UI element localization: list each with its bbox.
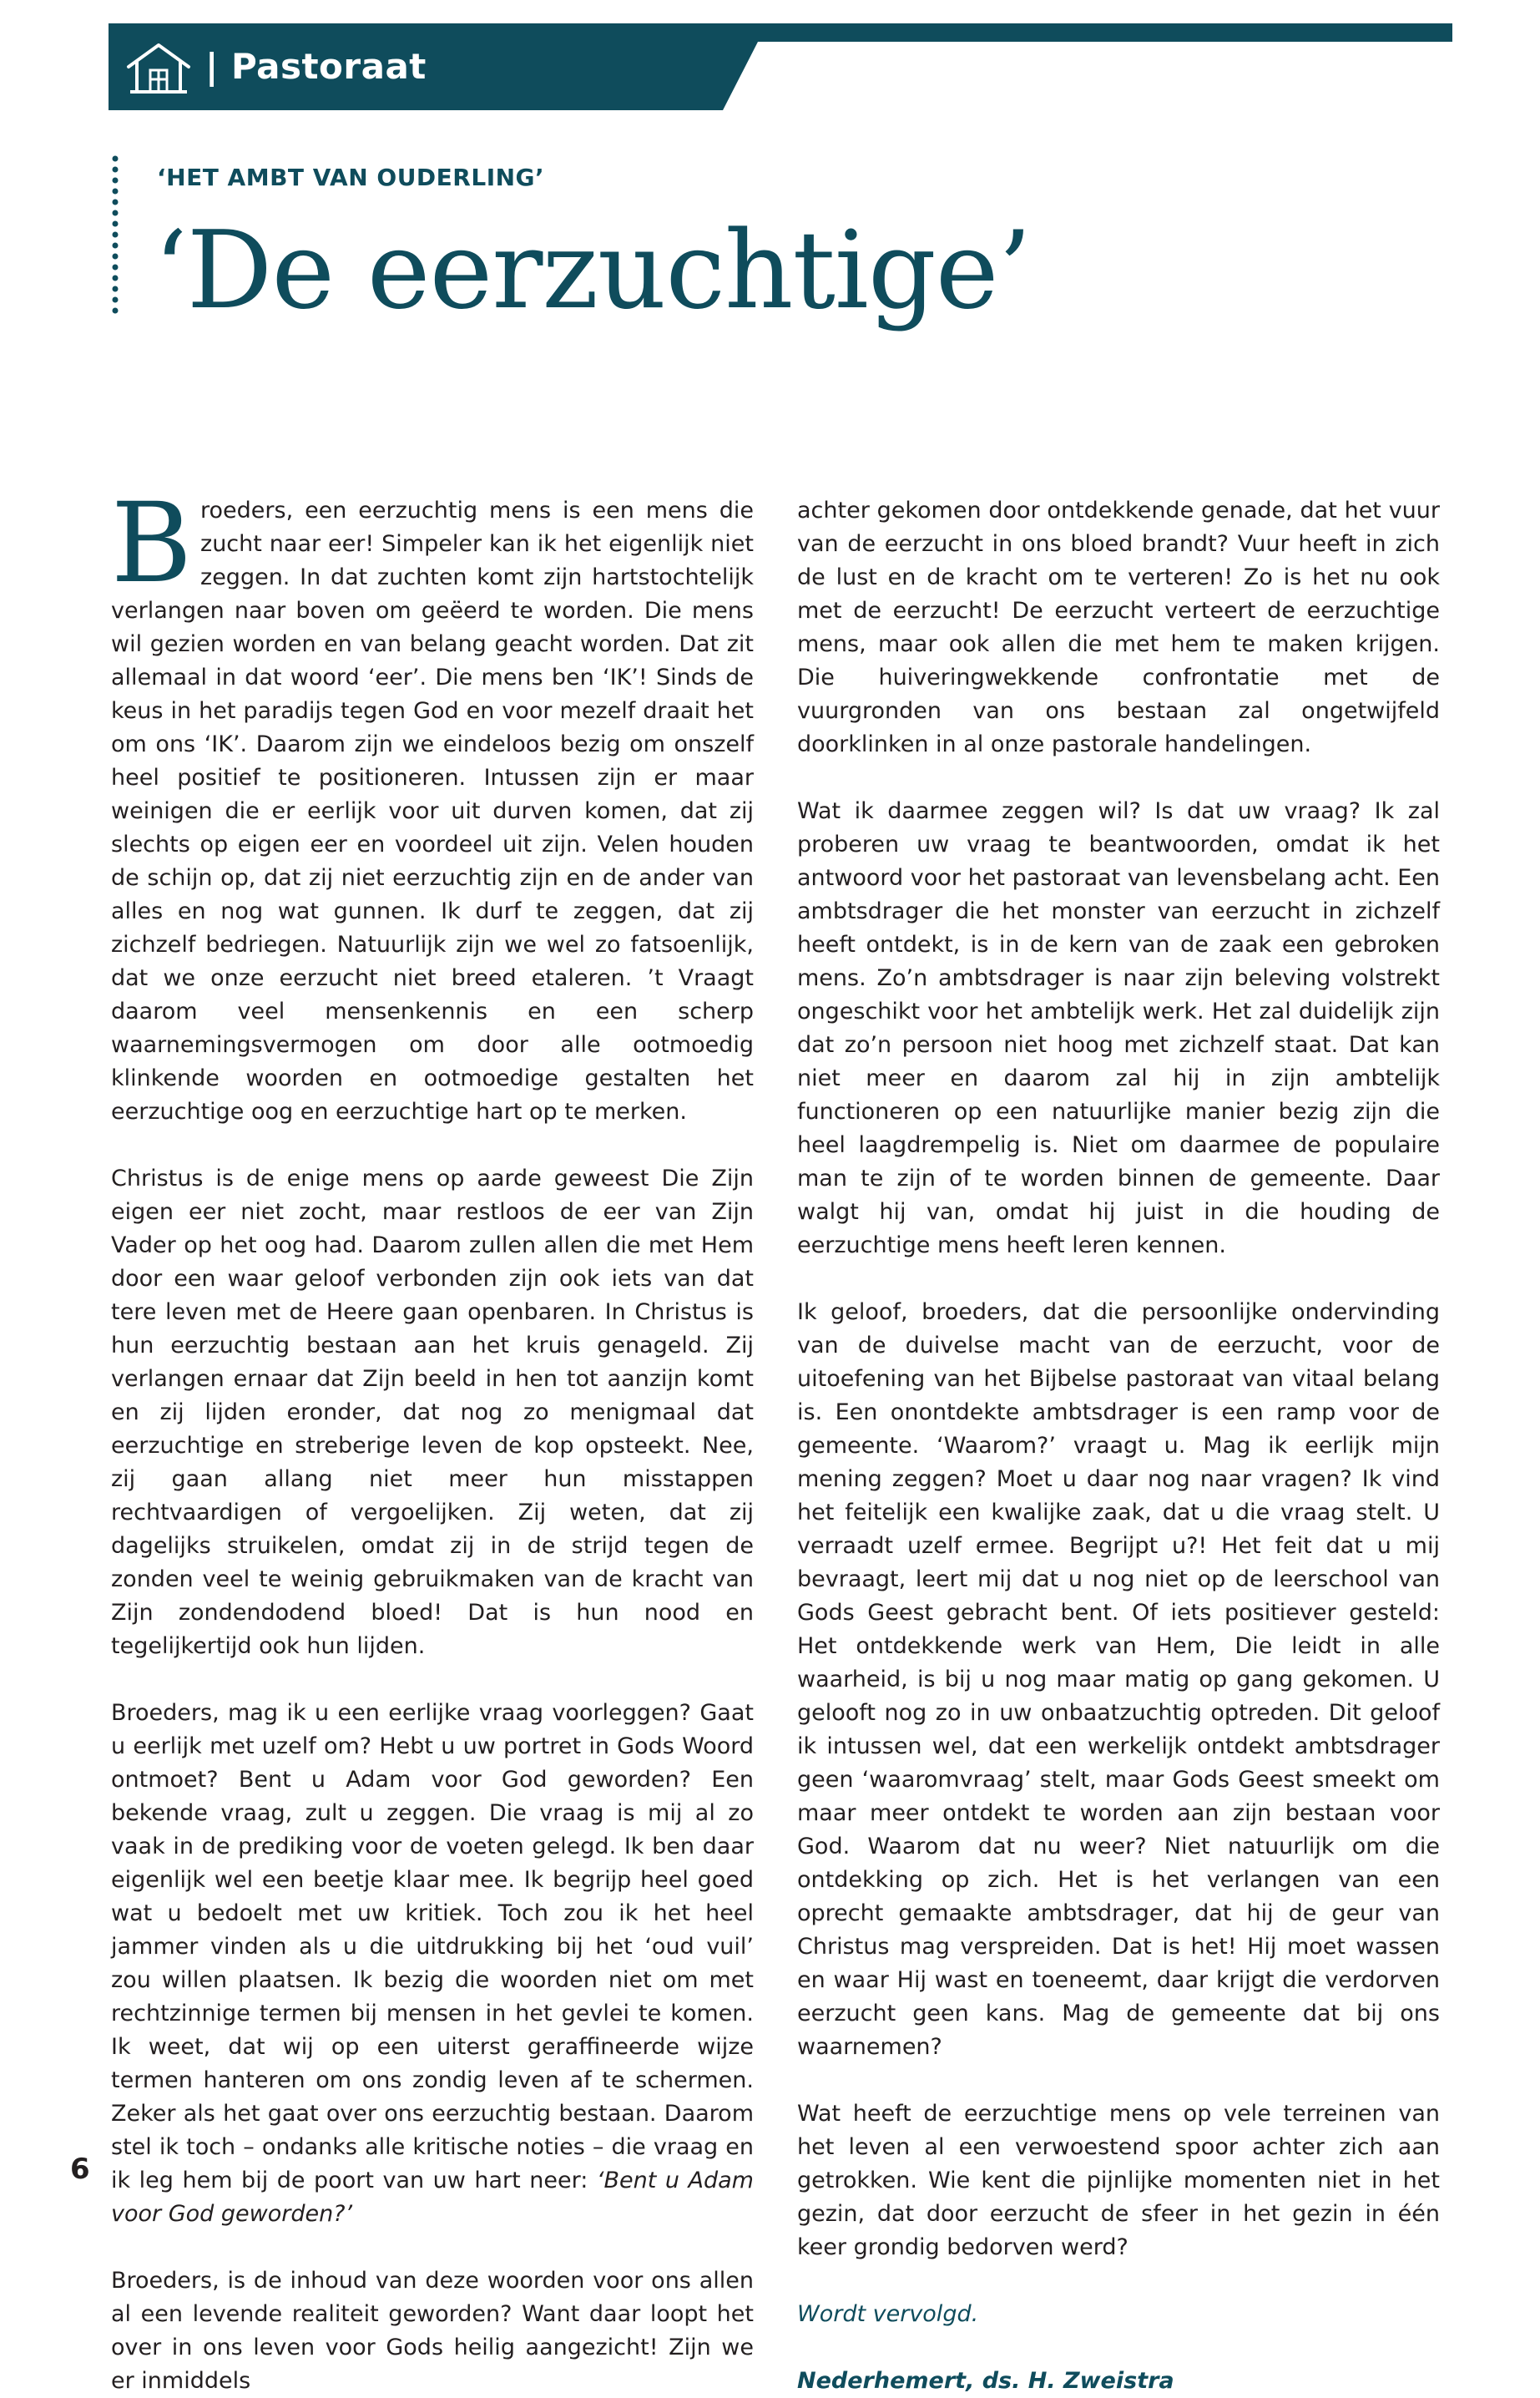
paragraph: achter gekomen door ontdekkende genade, dat het vuur van de eerzucht in ons bloed brandt? Vuur heeft in zich de lust en de kracht om te verteren! Zo is het nu ook met de eerzucht! De eerzucht verteert de eerzuchtige mens, maar ook allen die met hem te maken krijgen. Die huiveringwekkende confrontatie met de vuurgronden van ons bestaan zal ongetwijfeld doorklinken in al onze pastorale handelingen.: [797, 498, 1440, 757]
section-title: | Pastoraat: [205, 46, 427, 87]
drop-cap: B: [111, 479, 193, 608]
paragraph-text: Broeders, mag ik u een eerlijke vraag voorleggen? Gaat u eerlijk met uzelf om? Hebt u uw portret in Gods Woord ontmoet? Bent u Adam voor God geworden? Een bekende vraag, zult u zeggen. Die vraag is mij al zo vaak in de prediking voor de voeten gelegd. Ik ben daar eigenlijk wel een beetje klaar mee. Ik begrijp heel goed wat u bedoelt met uw kritiek. Toch zou ik het heel jammer vinden als u die uitdrukking bij het ‘oud vuil’ zou willen plaatsen. Ik bezig die woorden niet om met rechtzinnige termen bij mensen in het gevlei te komen. Ik weet, dat wij op een uiterst geraffineerde wijze termen hanteren om ons zondig leven af te schermen. Zeker als het gaat over ons eerzuchtig bestaan. Daarom stel ik toch – ondanks alle kritische noties – die vraag en ik leg hem bij de poort van uw hart neer:: [111, 1700, 754, 2193]
quote-emphasis: ‘Bent u Adam voor God geworden?’: [111, 2168, 754, 2227]
paragraph: Broeders, is de inhoud van deze woorden voor ons allen al een levende realiteit geworden? Want daar loopt het over in ons leven voor Gods heilig aangezicht! Zijn we er inmiddels: [111, 2268, 754, 2394]
paragraph-text: roeders, een eerzuchtig mens is een mens die zucht naar eer! Simpeler kan ik het eigenlijk niet zeggen. In dat zuchten komt zijn hartstochtelijk verlangen naar boven om geëerd te worden. Die mens wil gezien worden en van belang geacht worden. Dat zit allemaal in dat woord ‘eer’. Die mens ben ‘IK’! Sinds de keus in het paradijs tegen God en voor mezelf draait het om ons ‘IK’. Daarom zijn we eindeloos bezig om onszelf heel positief te positioneren. Intussen zijn er maar weinigen die er eerlijk voor uit durven komen, dat zij slechts op eigen eer en voordeel uit zijn. Velen houden de schijn op, dat zij niet eerzuchtig zijn en de ander van alles en nog wat gunnen. Ik durf te zeggen, dat zij zichzelf bedriegen. Natuurlijk zijn we wel zo fatsoenlijk, dat we onze eerzucht niet breed etaleren. ’t Vraagt daarom veel mensenkennis en een scherp waarnemingsvermogen om door alle ootmoedig klinkende woorden en ootmoedige gestalten het eerzuchtige oog en eerzuchtige hart op te merken.: [111, 498, 754, 1125]
paragraph: Wat heeft de eerzuchtige mens op vele terreinen van het leven al een verwoestend spoor achter zich aan getrokken. Wie kent die pijnlijke momenten niet in het gezin, dat door eerzucht de sfeer in het gezin in één keer grondig bedorven werd?: [797, 2101, 1440, 2260]
continued-note: Wordt vervolgd.: [797, 2301, 979, 2327]
article-column-right: [797, 494, 1440, 2398]
paragraph: Ik geloof, broeders, dat die persoonlijke ondervinding van de duivelse macht van de eerzucht, voor de uitoefening van het Bijbelse pastoraat van vitaal belang is. Een onontdekte ambtsdrager is een ramp voor de gemeente. ‘Waarom?’ vraagt u. Mag ik eerlijk mijn mening zeggen? Moet u daar nog naar vragen? Ik vind het feitelijk een kwalijke zaak, dat u die vraag stelt. U verraadt uzelf ermee. Begrijpt u?! Het feit dat u mij bevraagt, leert mij dat u nog niet op de leerschool van Gods Geest gebracht bent. Of iets positiever gesteld: Het ontdekkende werk van Hem, Die leidt in alle waarheid, is bij u nog maar matig op gang gekomen. U gelooft nog zo in uw onbaatzuchtig optreden. Dit geloof ik intussen wel, dat een werkelijk ontdekt ambtsdrager geen ‘waaromvraag’ stelt, maar Gods Geest smeekt om maar meer ontdekt te worden aan zijn bestaan voor God. Waarom dat nu weer? Niet natuurlijk om die ontdekking op zich. Het is het verlangen van een oprecht gemaakte ambtsdrager, dat hij de geur van Christus mag verspreiden. Dat is het! Hij moet wassen en waar Hij wast en toeneemt, daar krijgt die verdorven eerzucht geen kans. Mag de gemeente dat bij ons waarnemen?: [797, 1299, 1440, 2060]
author-signature: Nederhemert, ds. H. Zweistra: [797, 2368, 1174, 2394]
paragraph: [111, 1697, 754, 2231]
article-kicker: ‘HET AMBT VAN OUDERLING’: [157, 164, 545, 191]
paragraph: Wat ik daarmee zeggen wil? Is dat uw vraag? Ik zal proberen uw vraag te beantwoorden, omdat ik het antwoord voor het pastoraat van levensbelang acht. Een ambtsdrager die het monster van eerzucht in zichzelf heeft ontdekt, is in de kern van de zaak een gebroken mens. Zo’n ambtsdrager is naar zijn beleving volstrekt ongeschikt voor het ambtelijk werk. Het zal duidelijk zijn dat zo’n persoon niet hoog met zichzelf staat. Dat kan niet meer en daarom zal hij in zijn ambtelijk functioneren op een natuurlijke manier bezig zijn die heel laagdrempelig is. Niet om daarmee de populaire man te zijn of te worden binnen de gemeente. Daar walgt hij van, omdat hij juist in die houding de eerzuchtige mens heeft leren kennen.: [797, 798, 1440, 1258]
dotted-vertical-rule: [109, 155, 121, 322]
paragraph: [111, 479, 754, 1129]
page-number: 6: [70, 2153, 90, 2186]
article-headline: ‘De eerzuchtige’: [154, 209, 1032, 333]
church-house-icon: [125, 40, 192, 97]
article-column-left: [111, 479, 754, 2398]
paragraph: Christus is de enige mens op aarde geweest Die Zijn eigen eer niet zocht, maar restloos de eer van Zijn Vader op het oog had. Daarom zullen allen die met Hem door een waar geloof verbonden zijn ook iets van dat tere leven met de Heere gaan openbaren. In Christus is hun eerzuchtig bestaan aan het kruis genageld. Zij verlangen ernaar dat Zijn beeld in hen tot aanzijn komt en zij lijden eronder, dat nog zo menigmaal dat eerzuchtige en streberige leven de kop opsteekt. Nee, zij gaan allang niet meer hun misstappen rechtvaardigen of vergoelijken. Zij weten, dat zij dagelijks struikelen, omdat zij in de strijd tegen de zonden veel te weinig gebruikmaken van de kracht van Zijn zondendodend bloed! Dat is hun nood en tegelijkertijd ook hun lijden.: [111, 1166, 754, 1659]
